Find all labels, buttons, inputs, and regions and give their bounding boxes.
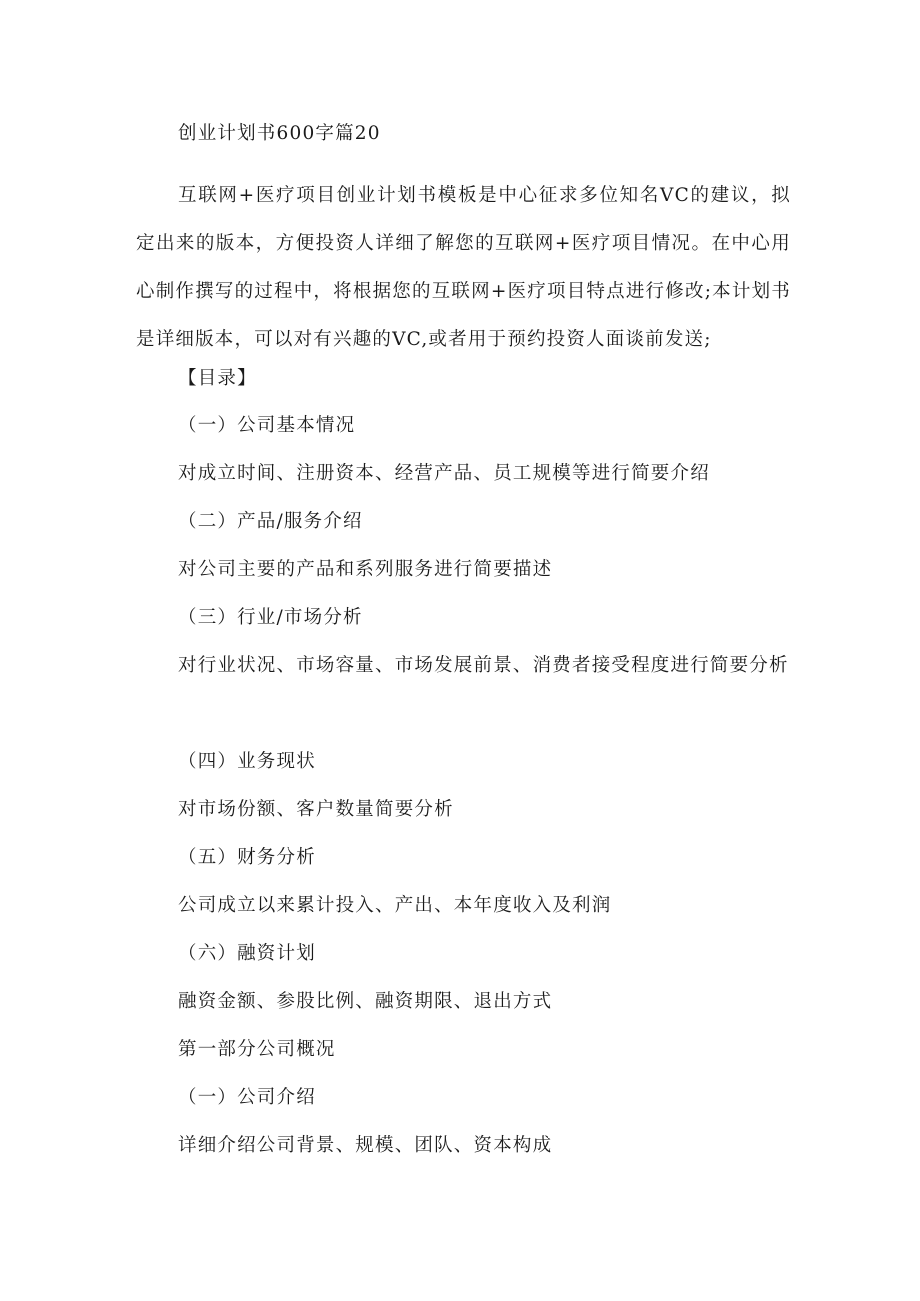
toc-item-desc: 对公司主要的产品和系列服务进行简要描述 <box>178 559 553 580</box>
part1-sub-heading: （一）公司介绍 <box>178 1087 316 1108</box>
intro-paragraph: 互联网+医疗项目创业计划书模板是中心征求多位知名VC的建议，拟定出来的版本，方便投资人详细了解您的互联网+医疗项目情况。在中心用心制作撰写的过程中，将根据您的互联网+医疗项目特点进行修改;本计划书是详细版本，可以对有兴趣的VC,或者用于预约投资人面谈前发送; <box>136 185 791 350</box>
toc-item-heading: （四）业务现状 <box>178 751 316 772</box>
part1-heading: 第一部分公司概况 <box>178 1039 336 1060</box>
toc-item-desc: 融资金额、参股比例、融资期限、退出方式 <box>178 991 553 1012</box>
toc-item-heading: （五）财务分析 <box>178 847 316 868</box>
toc-item-heading: （一）公司基本情况 <box>178 415 356 436</box>
toc-item-heading: （六）融资计划 <box>178 943 316 964</box>
document-title: 创业计划书600字篇20 <box>178 123 381 144</box>
toc-item-heading: （二）产品/服务介绍 <box>178 511 363 532</box>
toc-item-desc: 对市场份额、客户数量简要分析 <box>178 799 454 820</box>
toc-item-desc: 对行业状况、市场容量、市场发展前景、消费者接受程度进行简要分析 <box>178 655 789 676</box>
toc-item-desc: 对成立时间、注册资本、经营产品、员工规模等进行简要介绍 <box>178 463 710 484</box>
toc-item-heading: （三）行业/市场分析 <box>178 607 363 628</box>
toc-heading: 【目录】 <box>178 368 257 389</box>
toc-item-desc: 公司成立以来累计投入、产出、本年度收入及利润 <box>178 895 612 916</box>
part1-sub-desc: 详细介绍公司背景、规模、团队、资本构成 <box>178 1135 553 1156</box>
